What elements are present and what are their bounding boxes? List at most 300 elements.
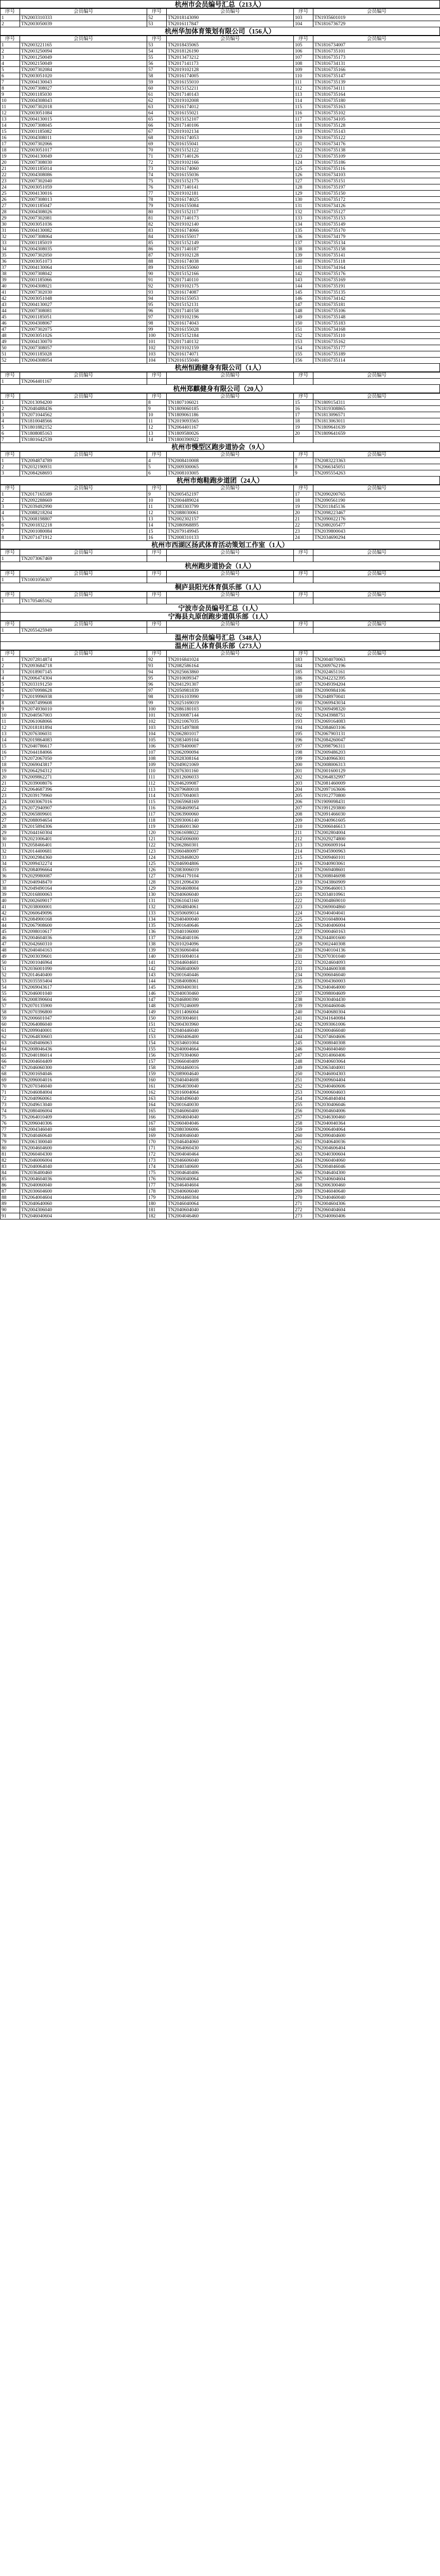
row-seq: 13 xyxy=(147,431,167,437)
header-member-id: 会员编号 xyxy=(167,372,294,379)
row-seq: 140 xyxy=(294,259,313,265)
row-member-id: TN1809061186 xyxy=(167,412,294,418)
row-seq: 5 xyxy=(147,464,167,470)
row-member-id xyxy=(167,598,294,604)
header-member-id: 会员编号 xyxy=(20,651,147,657)
row-member-id: TN2049021069 xyxy=(167,762,294,768)
row-member-id: TN2004308026 xyxy=(20,209,147,215)
row-seq: 162 xyxy=(147,1090,167,1096)
row-seq: 40 xyxy=(1,898,20,904)
row-seq: 36 xyxy=(1,873,20,879)
row-seq: 140 xyxy=(147,954,167,960)
row-seq: 8 xyxy=(147,400,167,406)
row-member-id: TN2017140143 xyxy=(167,92,294,98)
row-member-id: TN2001185014 xyxy=(20,166,147,172)
row-seq: 226 xyxy=(294,923,313,929)
row-member-id: TN2096004016 xyxy=(20,1077,147,1083)
row-seq: 8 xyxy=(1,86,20,92)
row-seq: 247 xyxy=(294,1053,313,1059)
row-member-id: TN2004869010 xyxy=(313,898,440,904)
row-member-id: TN2061698022 xyxy=(167,830,294,836)
row-member-id: TN2028308164 xyxy=(167,756,294,762)
member-roster-document xyxy=(0,0,440,1219)
row-seq: 60 xyxy=(147,86,167,92)
header-seq: 序号 xyxy=(294,485,313,492)
table-row xyxy=(1,867,440,873)
header-seq: 序号 xyxy=(147,452,167,458)
row-member-id: TN2004804061 xyxy=(167,904,294,910)
row-seq xyxy=(147,577,167,583)
row-member-id: TN2017141173 xyxy=(167,61,294,67)
row-seq: 41 xyxy=(1,904,20,910)
row-seq: 144 xyxy=(294,283,313,290)
row-member-id: TN2062860301 xyxy=(167,842,294,849)
row-member-id: TN2002609017 xyxy=(20,898,147,904)
table-row xyxy=(1,947,440,954)
row-seq: 11 xyxy=(147,418,167,425)
row-member-id: TN2003221165 xyxy=(20,42,147,48)
row-member-id: TN2040640036 xyxy=(313,1139,440,1145)
row-member-id: TN2084268693 xyxy=(20,470,147,477)
row-seq xyxy=(294,577,313,583)
row-member-id: TN2001185051 xyxy=(20,314,147,320)
row-member-id: TN1800390922 xyxy=(167,437,294,443)
row-member-id: TN2097163606 xyxy=(313,787,440,793)
row-member-id: TN1816735143 xyxy=(313,129,440,135)
row-seq: 100 xyxy=(147,706,167,713)
row-seq: 106 xyxy=(294,48,313,55)
row-member-id: TN2005452197 xyxy=(167,492,294,498)
row-member-id xyxy=(313,556,440,562)
table-row xyxy=(1,657,440,663)
row-seq: 53 xyxy=(147,21,167,27)
row-member-id xyxy=(167,628,294,634)
row-member-id: TN1816735170 xyxy=(313,228,440,234)
row-member-id: TN2001250049 xyxy=(20,55,147,61)
row-seq: 6 xyxy=(1,522,20,529)
row-member-id: TN2067908600 xyxy=(20,923,147,929)
row-member-id: TN2088094654 xyxy=(20,818,147,824)
row-member-id: TN2016004014 xyxy=(167,954,294,960)
table-row xyxy=(1,1059,440,1065)
row-seq: 2 xyxy=(1,498,20,504)
row-seq: 63 xyxy=(147,104,167,110)
row-member-id: TN1816735122 xyxy=(313,135,440,141)
row-seq: 202 xyxy=(294,774,313,781)
row-seq: 107 xyxy=(147,750,167,756)
table-row xyxy=(1,1213,440,1219)
table-row xyxy=(1,556,440,562)
table-row xyxy=(1,892,440,898)
row-member-id: TN2018907145 xyxy=(20,669,147,675)
row-seq: 33 xyxy=(1,855,20,861)
row-seq: 152 xyxy=(294,333,313,339)
table-row xyxy=(1,598,440,604)
row-member-id: TN2064040106 xyxy=(167,935,294,941)
header-seq: 序号 xyxy=(147,485,167,492)
row-seq: 238 xyxy=(294,997,313,1003)
row-member-id: TN2080968895 xyxy=(167,522,294,529)
row-seq: 168 xyxy=(147,1127,167,1133)
table-row xyxy=(1,203,440,209)
row-member-id: TN2061068066 xyxy=(20,719,147,725)
row-seq: 48 xyxy=(1,947,20,954)
row-member-id: TN2004604409 xyxy=(20,1059,147,1065)
table-row xyxy=(1,1207,440,1213)
table-header-row xyxy=(1,592,440,598)
row-seq: 44 xyxy=(1,923,20,929)
row-member-id: TN2046060400 xyxy=(167,1108,294,1114)
row-seq: 24 xyxy=(1,799,20,805)
row-seq: 142 xyxy=(294,271,313,277)
row-seq: 141 xyxy=(294,265,313,271)
row-member-id: TN2040340600 xyxy=(167,1164,294,1170)
row-seq: 14 xyxy=(147,437,167,443)
row-member-id: TN2015152107 xyxy=(167,116,294,123)
row-seq: 139 xyxy=(147,947,167,954)
row-seq: 208 xyxy=(294,811,313,818)
row-seq: 271 xyxy=(294,1201,313,1207)
row-seq: 23 xyxy=(294,529,313,535)
row-member-id: TN2001185047 xyxy=(20,203,147,209)
row-seq: 23 xyxy=(1,793,20,799)
row-seq: 131 xyxy=(147,898,167,904)
table-row xyxy=(1,1164,440,1170)
member-table xyxy=(0,621,440,634)
row-seq: 86 xyxy=(147,246,167,252)
row-seq: 129 xyxy=(147,886,167,892)
table-row xyxy=(1,1121,440,1127)
row-seq: 73 xyxy=(147,166,167,172)
table-row xyxy=(1,197,440,203)
row-seq: 9 xyxy=(147,406,167,412)
row-seq: 1 xyxy=(1,400,20,406)
row-seq: 138 xyxy=(147,941,167,947)
table-row xyxy=(1,879,440,886)
table-row xyxy=(1,154,440,160)
row-member-id: TN1816734126 xyxy=(313,203,440,209)
row-seq: 6 xyxy=(1,431,20,437)
header-seq: 序号 xyxy=(1,36,20,42)
row-seq: 122 xyxy=(147,842,167,849)
row-seq: 61 xyxy=(1,1028,20,1034)
row-seq: 166 xyxy=(147,1114,167,1121)
row-seq: 151 xyxy=(147,1022,167,1028)
header-seq: 序号 xyxy=(294,651,313,657)
row-member-id: TN2003051084 xyxy=(20,110,147,116)
row-seq: 142 xyxy=(147,966,167,972)
row-seq: 102 xyxy=(147,345,167,351)
row-member-id: TN2046001360 xyxy=(167,824,294,830)
section-title: 宁海县丸原创跑步道俱乐部（1人） xyxy=(0,613,440,621)
row-seq: 101 xyxy=(147,339,167,345)
header-seq: 序号 xyxy=(294,452,313,458)
row-member-id: TN2015152117 xyxy=(167,209,294,215)
row-seq: 92 xyxy=(147,657,167,663)
row-seq: 200 xyxy=(294,762,313,768)
table-row xyxy=(1,302,440,308)
row-seq: 203 xyxy=(294,781,313,787)
row-seq: 158 xyxy=(147,1065,167,1071)
row-member-id: TN2025663860 xyxy=(167,669,294,675)
row-member-id: TN2070301040 xyxy=(313,954,440,960)
header-member-id: 会员编号 xyxy=(313,9,440,15)
row-member-id: TN2072940907 xyxy=(20,805,147,811)
row-member-id: TN2009460101 xyxy=(313,855,440,861)
row-seq: 26 xyxy=(1,197,20,203)
table-row xyxy=(1,320,440,327)
row-seq: 35 xyxy=(1,252,20,259)
row-member-id: TN2070304060 xyxy=(167,1053,294,1059)
row-member-id: TN2004604036 xyxy=(20,1176,147,1182)
header-member-id: 会员编号 xyxy=(20,452,147,458)
row-member-id: TN2008198807 xyxy=(20,516,147,522)
row-seq: 199 xyxy=(294,756,313,762)
row-member-id: TN1816734142 xyxy=(313,296,440,302)
row-seq: 128 xyxy=(147,879,167,886)
row-seq: 15 xyxy=(1,743,20,750)
row-member-id: TN2000460163 xyxy=(313,929,440,935)
table-row xyxy=(1,700,440,706)
row-seq: 64 xyxy=(147,110,167,116)
row-member-id: TN2083223363 xyxy=(313,458,440,464)
row-member-id: TN2046040640 xyxy=(313,1189,440,1195)
row-seq: 16 xyxy=(1,135,20,141)
row-member-id: TN1816735158 xyxy=(313,246,440,252)
row-member-id: TN2034010961 xyxy=(313,892,440,898)
table-row xyxy=(1,1108,440,1114)
table-row xyxy=(1,923,440,929)
row-seq: 1 xyxy=(1,577,20,583)
row-seq: 84 xyxy=(147,234,167,240)
row-member-id: TN2007308045 xyxy=(20,123,147,129)
row-member-id: TN2017140158 xyxy=(167,308,294,314)
row-seq: 137 xyxy=(147,935,167,941)
row-member-id: TN2098223467 xyxy=(313,510,440,516)
row-member-id: TN2084603106 xyxy=(313,725,440,731)
row-seq: 123 xyxy=(147,849,167,855)
row-seq: 47 xyxy=(1,941,20,947)
row-seq: 155 xyxy=(294,351,313,358)
row-seq: 59 xyxy=(147,79,167,86)
row-member-id: TN2098010617 xyxy=(20,929,147,935)
row-member-id: TN1816735189 xyxy=(313,351,440,358)
row-seq: 21 xyxy=(294,516,313,522)
table-row xyxy=(1,694,440,700)
row-seq: 155 xyxy=(147,1046,167,1053)
row-seq: 245 xyxy=(294,1040,313,1046)
row-member-id: TN2003050039 xyxy=(20,21,147,27)
row-seq: 231 xyxy=(294,954,313,960)
row-member-id: TN2074936010 xyxy=(20,706,147,713)
header-member-id: 会员编号 xyxy=(313,372,440,379)
row-member-id: TN2063900060 xyxy=(167,811,294,818)
row-member-id: TN2030406046 xyxy=(313,1102,440,1108)
row-member-id: TN1816735183 xyxy=(313,320,440,327)
row-member-id: TN2003250094 xyxy=(20,48,147,55)
row-member-id: TN2071471912 xyxy=(20,535,147,541)
table-row xyxy=(1,737,440,743)
row-seq: 97 xyxy=(147,688,167,694)
row-seq: 53 xyxy=(147,42,167,48)
row-member-id: TN2046404060 xyxy=(167,1139,294,1145)
table-row xyxy=(1,358,440,364)
table-row xyxy=(1,725,440,731)
table-header-row xyxy=(1,372,440,379)
table-row xyxy=(1,1176,440,1182)
table-row xyxy=(1,55,440,61)
row-seq: 15 xyxy=(147,529,167,535)
row-member-id: TN2016155036 xyxy=(167,172,294,178)
row-seq: 233 xyxy=(294,966,313,972)
header-member-id: 会员编号 xyxy=(20,550,147,556)
header-member-id: 会员编号 xyxy=(20,372,147,379)
row-member-id: TN2003051059 xyxy=(20,184,147,191)
row-member-id: TN2049490164 xyxy=(20,886,147,892)
table-row xyxy=(1,141,440,147)
row-seq: 120 xyxy=(294,135,313,141)
row-seq: 51 xyxy=(1,966,20,972)
row-seq: 183 xyxy=(294,657,313,663)
row-member-id: TN2064830603 xyxy=(20,1034,147,1040)
row-seq xyxy=(147,628,167,634)
row-seq: 88 xyxy=(1,1195,20,1201)
row-seq: 6 xyxy=(1,73,20,79)
table-row xyxy=(1,314,440,320)
row-member-id: TN2006046613 xyxy=(313,824,440,830)
row-member-id: TN2060404060 xyxy=(313,1158,440,1164)
row-seq: 39 xyxy=(1,277,20,283)
row-member-id: TN2006474304 xyxy=(20,675,147,682)
row-seq: 3 xyxy=(1,470,20,477)
row-member-id: TN2025169019 xyxy=(167,700,294,706)
row-member-id: TN2002302157 xyxy=(167,516,294,522)
row-seq: 9 xyxy=(1,92,20,98)
row-member-id: TN1816735177 xyxy=(313,345,440,351)
row-seq: 260 xyxy=(294,1133,313,1139)
header-seq: 序号 xyxy=(1,485,20,492)
row-member-id: TN2099040001 xyxy=(20,1028,147,1034)
row-seq: 252 xyxy=(294,1083,313,1090)
row-seq: 224 xyxy=(294,910,313,917)
row-member-id: TN1816735141 xyxy=(313,252,440,259)
row-member-id: TN2040186014 xyxy=(20,1053,147,1059)
row-member-id: TN1816734164 xyxy=(313,265,440,271)
table-row xyxy=(1,675,440,682)
row-member-id: TN2040446040 xyxy=(167,1028,294,1034)
row-seq xyxy=(294,437,313,443)
row-member-id: TN2055425949 xyxy=(20,628,147,634)
row-member-id: TN2016155021 xyxy=(167,110,294,116)
row-seq: 133 xyxy=(147,910,167,917)
row-member-id: TN2040060040 xyxy=(20,1182,147,1189)
table-row xyxy=(1,308,440,314)
row-member-id: TN2094874789 xyxy=(20,458,147,464)
row-member-id: TN2004606404 xyxy=(313,1145,440,1151)
row-member-id: TN2040104136 xyxy=(313,947,440,954)
row-member-id: TN2004308035 xyxy=(20,246,147,252)
row-member-id: TN2060040064 xyxy=(167,1176,294,1182)
row-seq: 272 xyxy=(294,1207,313,1213)
header-member-id: 会员编号 xyxy=(313,36,440,42)
row-member-id: TN2004489024 xyxy=(167,498,294,504)
table-row xyxy=(1,1090,440,1096)
row-member-id: TN2001640030 xyxy=(167,1102,294,1108)
row-member-id: TN2013094200 xyxy=(20,400,147,406)
row-member-id: TN2060480097 xyxy=(167,849,294,855)
table-row xyxy=(1,1034,440,1040)
row-seq: 92 xyxy=(147,283,167,290)
row-member-id: TN1816735149 xyxy=(313,222,440,228)
row-member-id: TN2093006140 xyxy=(167,818,294,824)
table-row xyxy=(1,688,440,694)
row-seq: 221 xyxy=(294,892,313,898)
row-member-id: TN2046040064 xyxy=(167,1201,294,1207)
row-member-id: TN2050981839 xyxy=(167,688,294,694)
row-member-id: TN2096040306 xyxy=(20,1121,147,1127)
row-seq: 263 xyxy=(294,1151,313,1158)
row-seq: 15 xyxy=(294,400,313,406)
table-row xyxy=(1,935,440,941)
row-member-id: TN2015894306 xyxy=(20,824,147,830)
row-member-id: TN2007308013 xyxy=(20,197,147,203)
row-member-id: TN2004604036 xyxy=(20,935,147,941)
row-seq: 133 xyxy=(294,215,313,222)
row-seq: 198 xyxy=(294,750,313,756)
table-row xyxy=(1,296,440,302)
row-member-id: TN2003039601 xyxy=(20,954,147,960)
table-row xyxy=(1,997,440,1003)
table-row xyxy=(1,1133,440,1139)
row-member-id: TN1816735164 xyxy=(313,92,440,98)
row-member-id: TN2041640084 xyxy=(313,1015,440,1022)
row-member-id: TN2009762196 xyxy=(313,663,440,669)
row-seq: 19 xyxy=(1,154,20,160)
row-member-id: TN1813096571 xyxy=(313,412,440,418)
table-row xyxy=(1,1182,440,1189)
row-seq: 173 xyxy=(147,1158,167,1164)
row-seq: 118 xyxy=(294,123,313,129)
row-seq: 148 xyxy=(294,308,313,314)
row-seq: 86 xyxy=(1,1182,20,1189)
row-seq: 9 xyxy=(147,492,167,498)
row-seq: 149 xyxy=(294,314,313,320)
row-member-id: TN2016800063 xyxy=(20,892,147,898)
row-seq: 2 xyxy=(1,464,20,470)
row-member-id: TN2042232395 xyxy=(313,675,440,682)
row-seq: 12 xyxy=(147,425,167,431)
row-member-id: TN2074604606 xyxy=(313,1034,440,1040)
row-seq: 94 xyxy=(147,669,167,675)
row-member-id: TN2003051020 xyxy=(20,73,147,79)
table-row xyxy=(1,861,440,867)
row-member-id xyxy=(167,577,294,583)
row-member-id: TN2017140187 xyxy=(167,246,294,252)
row-seq: 5 xyxy=(1,516,20,522)
row-member-id: TN2045900963 xyxy=(313,849,440,855)
row-member-id: TN2021006401 xyxy=(20,836,147,842)
row-seq: 209 xyxy=(294,818,313,824)
row-member-id: TN2030404430 xyxy=(313,997,440,1003)
row-member-id: TN1809641659 xyxy=(313,431,440,437)
table-row xyxy=(1,21,440,27)
row-member-id: TN2004604306 xyxy=(313,1201,440,1207)
row-member-id: TN1816735148 xyxy=(313,314,440,320)
table-row xyxy=(1,830,440,836)
row-seq: 121 xyxy=(294,141,313,147)
row-seq: 94 xyxy=(147,296,167,302)
row-member-id: TN1816734131 xyxy=(313,61,440,67)
